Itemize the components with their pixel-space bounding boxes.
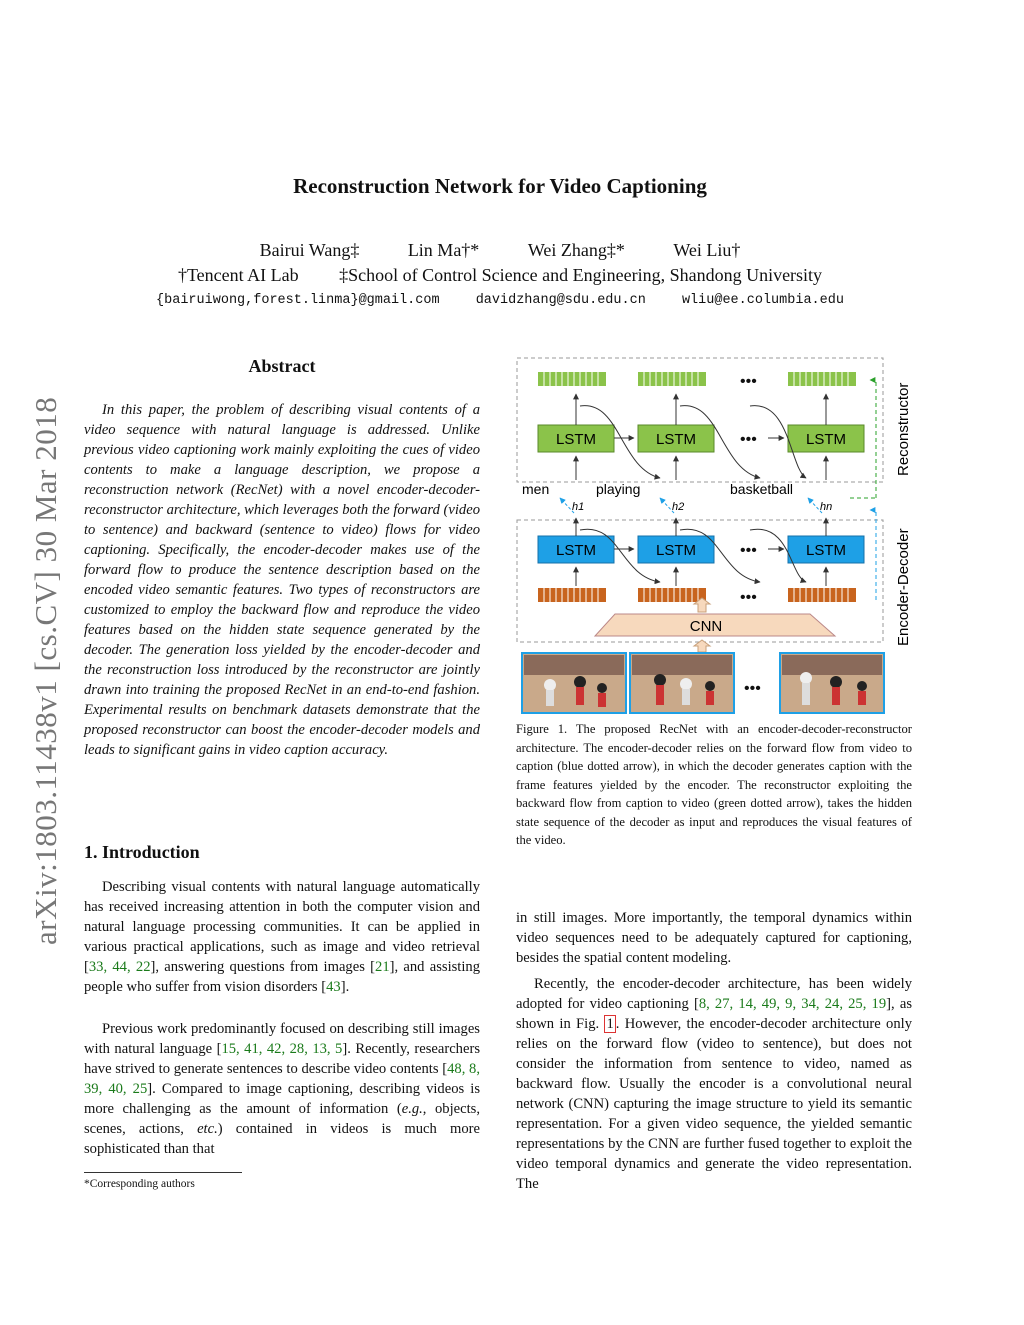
video-frame	[780, 653, 884, 713]
cnn-label: CNN	[689, 618, 723, 635]
abstract-text: In this paper, the problem of describing visual contents of a video sequence with natural language is addressed. Unlike previous video captioning work mainly exploiting the cues of video contents to make a language description, we propose a reconstruction network (RecNet) with a novel encoder-decoder-reconstructor architecture, which leverages both the forward (video to sentence) and backward (sentence to video) flows for video captioning. Specifically, the encoder-decoder makes use of the forward flow to produce the sentence description based on the encoded video semantic features. Two types of reconstructors are customized to employ the backward flow and reproduce the video features based on the hidden state sequence generated by the decoder. The generation loss yielded by the encoder-decoder and the reconstruction loss introduced by the reconstructor are jointly drawn into training the proposed RecNet in an end-to-end fashion. Experimental results on benchmark datasets demonstrate that the proposed reconstructor can boost the encoder-decoder models and leads to significant gains in video caption accuracy.	[84, 402, 480, 758]
hidden-state: h2	[672, 501, 685, 513]
encoder-features	[538, 588, 856, 602]
intro-paragraph-4: Recently, the encoder-decoder architecture, has been widely adopted for video captioning [8, 27, 14, 49, 9, 34, 24, 25, 19], as shown in Fig. 1 . However, the encoder-decoder architecture only relies on the forward flow (video to sentence), but does not consider the information from sentence to video, named as backward flow. Usually the encoder is a convolutional neural network (CNN) capturing the image structure to yield its semantic representation. For a given video sequence, the yielded semantic representations by the CNN are further fused together to exploit the video temporal dynamics and generate the video representation. The	[516, 976, 913, 1192]
reconstructed-features	[538, 372, 856, 386]
author-list	[0, 240, 1000, 261]
citation[interactable]: 8, 27, 14, 49, 9, 34, 24, 25, 19	[698, 996, 887, 1012]
ellipsis: •••	[740, 589, 757, 606]
video-frame	[522, 653, 626, 713]
citation[interactable]: 48, 8, 39, 40, 25	[84, 1061, 480, 1097]
citation[interactable]: 43	[326, 979, 341, 995]
ellipsis: •••	[740, 373, 757, 390]
citation[interactable]: 21	[375, 959, 390, 975]
author: Bairui Wang‡	[259, 240, 360, 260]
lstm-label: LSTM	[555, 542, 597, 559]
intro-paragraph-3: in still images. More importantly, the temporal dynamics within video sequences need to be adequately captured for captioning, besides the spatial content modeling.	[516, 910, 912, 966]
email: {bairuiwong,forest.linma}@gmail.com	[156, 293, 440, 308]
hidden-state: hn	[820, 501, 833, 513]
video-frame	[630, 653, 734, 713]
intro-paragraph-1: Describing visual contents with natural language automatically has received increasing attention in both the computer vision and natural language processing communities. It can be applied in various practical applications, such as image and video retrieval [33, 44, 22], answering questions from images [21], and assisting people who suffer from vision disorders [43].	[84, 879, 481, 995]
citation[interactable]: 33, 44, 22	[88, 959, 151, 975]
author: Wei Zhang‡*	[527, 240, 625, 260]
lstm-label: LSTM	[805, 542, 847, 559]
lstm-label: LSTM	[805, 431, 847, 448]
lstm-label: LSTM	[655, 542, 697, 559]
caption-word: playing	[596, 481, 641, 497]
email: wliu@ee.columbia.edu	[681, 293, 844, 308]
author: Lin Ma†*	[407, 240, 480, 260]
intro-paragraph-2: Previous work predominantly focused on describing still images with natural language [15, 41, 42, 28, 13, 5]. Recently, researchers have strived to generate sentences to describe video contents [48, 8, 39, 40, 25]. Compared to image captioning, describing videos is more challenging as the amount of information (e.g., objects, scenes, actions, etc.) contained in videos is much more sophisticated than that	[84, 1021, 481, 1157]
arxiv-side-label: arXiv:1803.11438v1 [cs.CV] 30 Mar 2018	[28, 396, 63, 945]
caption-word: basketball	[730, 481, 794, 497]
citation[interactable]: 15, 41, 42, 28, 13, 5	[221, 1041, 343, 1057]
figure-1-diagram	[510, 350, 920, 722]
lstm-label: LSTM	[555, 431, 597, 448]
reconstructor-label: Reconstructor	[895, 382, 912, 476]
figure-reference[interactable]: 1	[606, 1016, 614, 1032]
footnote: *Corresponding authors	[84, 1178, 195, 1190]
affiliation: ‡School of Control Science and Engineering, Shandong University	[339, 265, 823, 285]
ellipsis: •••	[744, 680, 761, 697]
ellipsis: •••	[740, 431, 757, 448]
affiliations	[0, 265, 1000, 286]
caption-word: men	[522, 481, 550, 497]
section-heading: 1. Introduction	[84, 842, 200, 862]
figure-caption: Figure 1. The proposed RecNet with an encoder-decoder-reconstructor architecture. The encoder-decoder relies on the forward flow from video to caption (blue dotted arrow), in which the decoder generates caption with the frame features yielded by the encoder. The reconstructor exploiting the backward flow from caption to video (green dotted arrow), takes the hidden state sequence of the decoder as input and reproduces the visual features of the video.	[516, 722, 912, 847]
ellipsis: •••	[740, 542, 757, 559]
paper-title: Reconstruction Network for Video Captioning	[293, 174, 707, 198]
email: davidzhang@sdu.edu.cn	[475, 293, 646, 308]
emails	[0, 293, 1000, 308]
footnote-rule	[84, 1172, 242, 1173]
abstract-heading: Abstract	[248, 356, 316, 376]
lstm-label: LSTM	[655, 431, 697, 448]
encoder-decoder-label: Encoder-Decoder	[895, 528, 912, 646]
hidden-state: h1	[572, 501, 585, 513]
author: Wei Liu†	[673, 240, 741, 260]
affiliation: †Tencent AI Lab	[177, 265, 299, 285]
